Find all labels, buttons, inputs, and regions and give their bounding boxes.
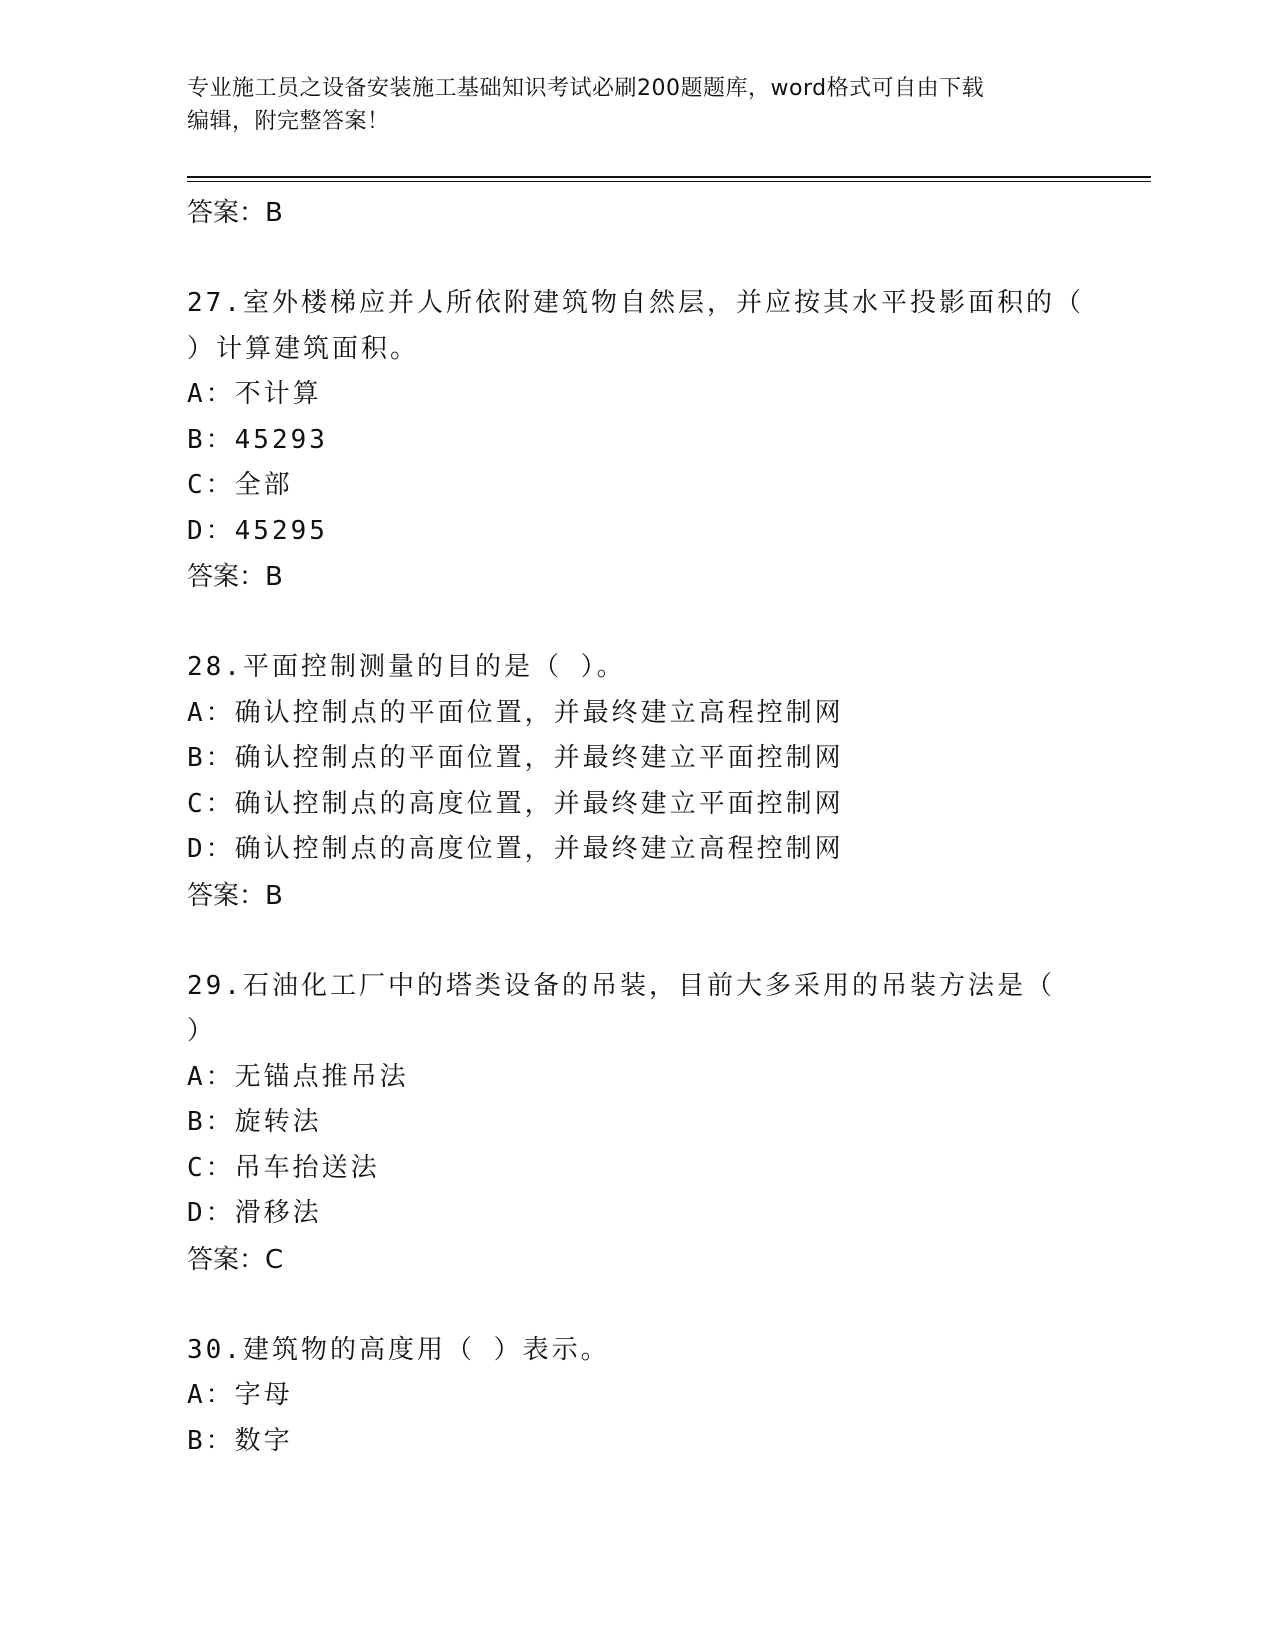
- answer: 答案：B: [187, 562, 283, 592]
- option-b: B：旋转法: [187, 1107, 322, 1137]
- option-c: C：吊车抬送法: [187, 1152, 380, 1183]
- question-29: [187, 964, 1077, 1283]
- option-a: A：不计算: [187, 379, 322, 409]
- previous-answer: [187, 190, 1077, 236]
- option-c: C：全部: [187, 470, 293, 500]
- question-text: 29.石油化工厂中的塔类设备的吊装，目前大多采用的吊装方法是（: [187, 970, 1055, 1001]
- answer: 答案：C: [187, 1244, 284, 1275]
- option-b: B：数字: [187, 1425, 293, 1456]
- header-line-1: 专业施工员之设备安装施工基础知识考试必刷200题题库，word格式可自由下载: [187, 76, 985, 101]
- option-d: D：确认控制点的高度位置，并最终建立高程控制网: [187, 834, 844, 864]
- option-a: A：确认控制点的平面位置，并最终建立高程控制网: [187, 697, 844, 728]
- header-line-2: 编辑，附完整答案！: [187, 109, 390, 134]
- question-text: 28.平面控制测量的目的是（ ）。: [187, 652, 626, 682]
- question-30: [187, 1328, 1077, 1465]
- option-c: C：确认控制点的高度位置，并最终建立平面控制网: [187, 788, 844, 819]
- question-list: [187, 190, 1084, 1464]
- option-b: B：确认控制点的平面位置，并最终建立平面控制网: [187, 743, 844, 773]
- question-text-continued: ）: [187, 1016, 217, 1046]
- answer: 答案：B: [187, 880, 283, 911]
- option-a: A：字母: [187, 1380, 293, 1410]
- question-28: [187, 645, 1077, 919]
- option-d: D：45295: [187, 515, 328, 546]
- question-text-continued: ）计算建筑面积。: [187, 333, 420, 364]
- option-a: A：无锚点推吊法: [187, 1061, 409, 1092]
- question-text: 30.建筑物的高度用（ ）表示。: [187, 1334, 610, 1365]
- question-text: 27.室外楼梯应并人所依附建筑物自然层，并应按其水平投影面积的（: [187, 288, 1084, 318]
- option-d: D：滑移法: [187, 1198, 322, 1228]
- option-b: B：45293: [187, 424, 328, 455]
- question-27: [187, 281, 1084, 600]
- header-rule-thick: [187, 176, 1151, 178]
- header-rule-thin: [187, 181, 1151, 182]
- page-header: [187, 72, 1087, 138]
- answer-prefix: 答案：: [187, 198, 266, 228]
- answer-value: B: [265, 198, 283, 228]
